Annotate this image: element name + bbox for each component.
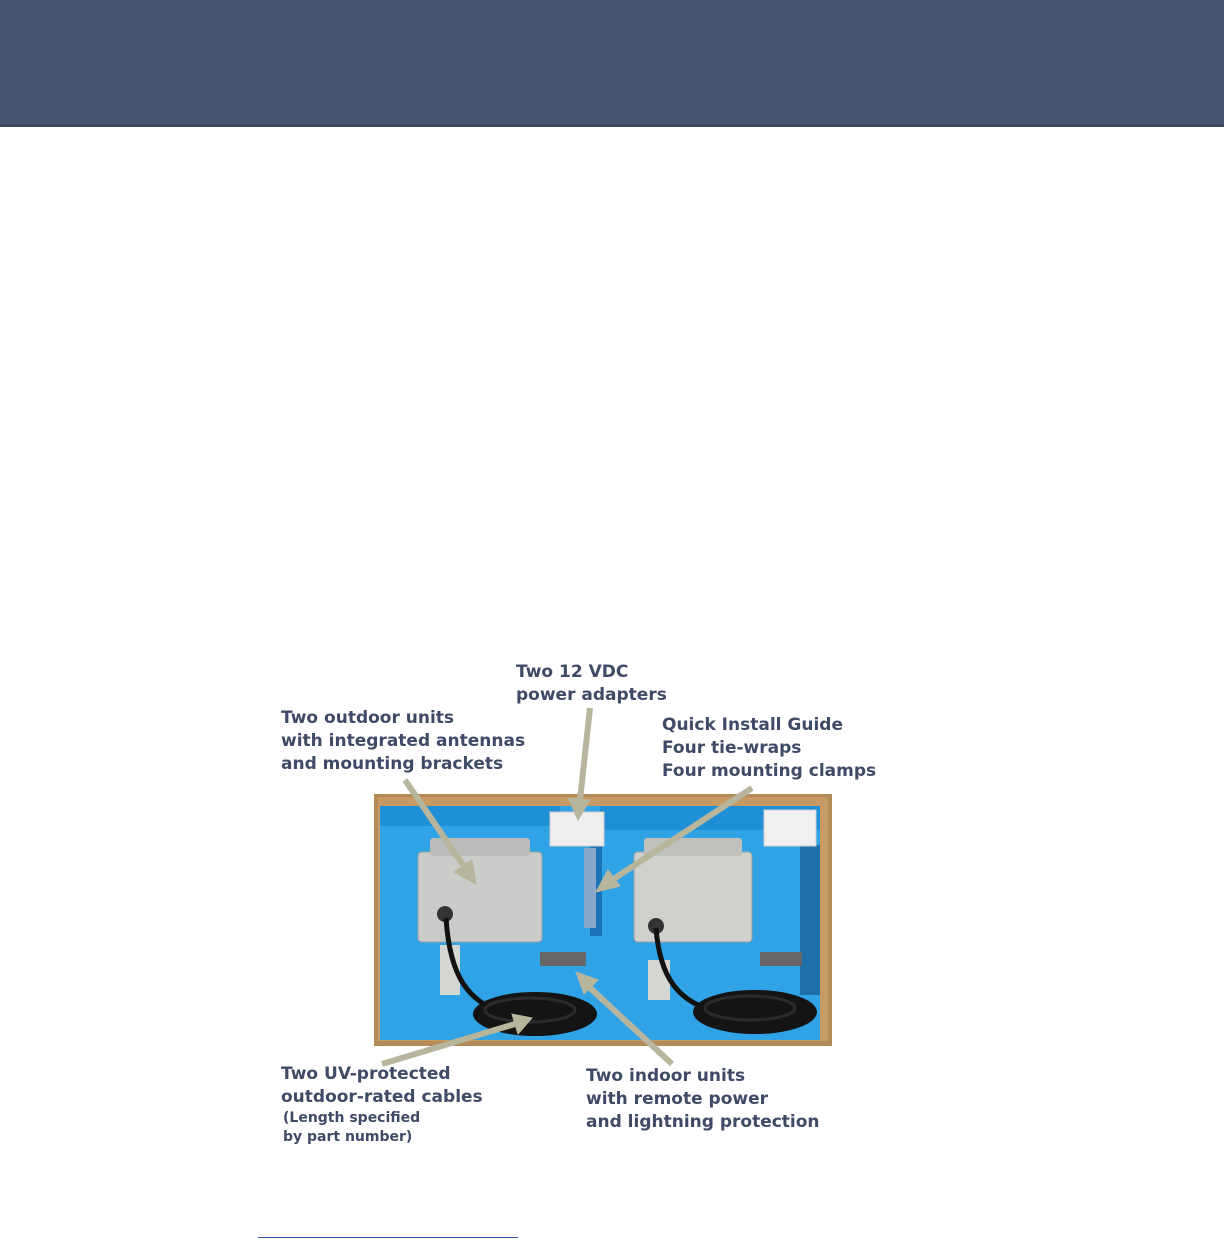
label-line: (Length specified	[283, 1110, 421, 1126]
label-cables-note	[283, 1109, 420, 1147]
label-line: and lightning protection	[586, 1112, 820, 1132]
label-outdoor-units	[281, 707, 525, 776]
label-line: power adapters	[516, 685, 667, 705]
label-line: and mounting brackets	[281, 754, 504, 774]
label-line: Quick Install Guide	[662, 715, 843, 735]
label-line: Two indoor units	[586, 1066, 746, 1086]
label-accessories	[662, 714, 876, 783]
label-line: with integrated antennas	[281, 731, 526, 751]
label-cables	[281, 1063, 483, 1109]
label-indoor-units	[586, 1065, 820, 1134]
label-line: Two UV-protected	[281, 1064, 451, 1084]
indoor-unit-left	[540, 952, 586, 966]
indoor-unit-right	[760, 952, 802, 966]
label-line: Two outdoor units	[281, 708, 455, 728]
label-line: with remote power	[586, 1089, 769, 1109]
label-line: Four mounting clamps	[662, 761, 877, 781]
label-line: Four tie-wraps	[662, 738, 802, 758]
accessory-box	[764, 810, 816, 846]
label-power-adapters	[516, 661, 667, 707]
label-line: by part number)	[283, 1129, 413, 1145]
label-line: Two 12 VDC	[516, 662, 629, 682]
label-line: outdoor-rated cables	[281, 1087, 483, 1107]
footnote-rule	[258, 1237, 518, 1238]
tie-wraps	[584, 848, 596, 928]
